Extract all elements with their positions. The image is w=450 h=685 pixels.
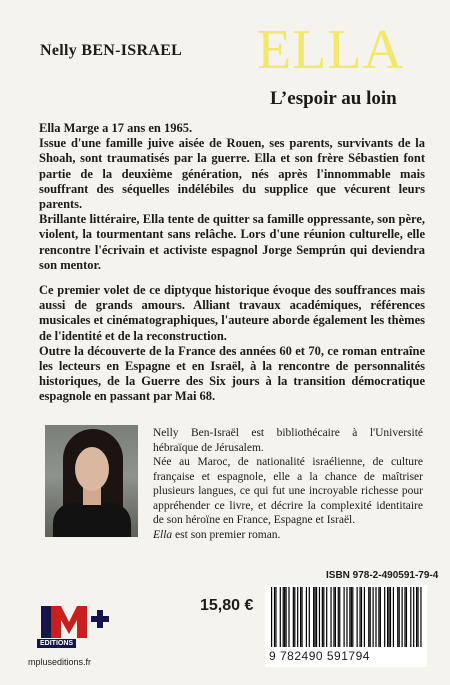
description bbox=[39, 283, 425, 405]
barcode-bars bbox=[269, 587, 423, 649]
description-paragraph: Ce premier volet de ce diptyque historique évoque des souffrances mais aussi de grands amours. Alliant travaux académiques, références musicales et cinématographiques, l'auteure aborde également les thèmes de l'identité et de la reconstruction. bbox=[39, 283, 425, 343]
isbn: ISBN 978-2-490591-79-4 bbox=[326, 570, 439, 581]
bio-book-title: Ella bbox=[153, 528, 173, 541]
bio-paragraph: Née au Maroc, de nationalité israélienne, de culture française et espagnole, elle a la chance de maîtriser plusieurs langues, ce qui fut une incroyable richesse pour appréhender ce livre, et décrire la complexité identitaire de son héroïne en France, Espagne et Israël. bbox=[153, 456, 423, 526]
synopsis-paragraph: Ella Marge a 17 ans en 1965. bbox=[39, 121, 193, 135]
synopsis-paragraph: Issue d'une famille juive aisée de Rouen, ses parents, survivants de la Shoah, sont traumatisés par la guerre. Ella et son frère Sébastien font partie de la deuxième génération, nés après l'innommable mais souffrant des séquelles indélébiles du supplice que vécurent leurs parents. bbox=[39, 136, 425, 212]
barcode bbox=[265, 585, 427, 667]
author-bio bbox=[153, 426, 423, 542]
price: 15,80 € bbox=[200, 597, 254, 614]
bio-paragraph: Nelly Ben-Israël est bibliothécaire à l'Université hébraïque de Jérusalem. bbox=[153, 427, 423, 454]
author-photo bbox=[45, 425, 138, 537]
bio-text: est son premier roman. bbox=[172, 528, 281, 541]
book-title: ELLA bbox=[257, 19, 405, 81]
publisher-editions: EDITIONS bbox=[37, 639, 76, 648]
author-name: Nelly BEN-ISRAEL bbox=[40, 42, 183, 59]
description-paragraph: Outre la découverte de la France des années 60 et 70, ce roman entraîne les lecteurs en Espagne et en Israël, à la rencontre de personnalités historiques, de la Guerre des Six jours à la transition démocratique espagnole en passant par Mai 68. bbox=[39, 343, 425, 404]
synopsis bbox=[39, 121, 425, 273]
synopsis-paragraph: Brillante littéraire, Ella tente de quitter sa famille oppressante, son père, violent, la tourmentant sans relâche. Lors d'une réunion culturelle, elle rencontre l'écrivain et activiste espagnol Jorge Semprún qui deviendra son mentor. bbox=[39, 212, 425, 272]
bio-paragraph bbox=[153, 528, 423, 543]
book-subtitle: L’espoir au loin bbox=[270, 88, 397, 109]
barcode-digits: 9 782490 591794 bbox=[269, 649, 370, 663]
publisher-site: mpluseditions.fr bbox=[28, 657, 92, 667]
